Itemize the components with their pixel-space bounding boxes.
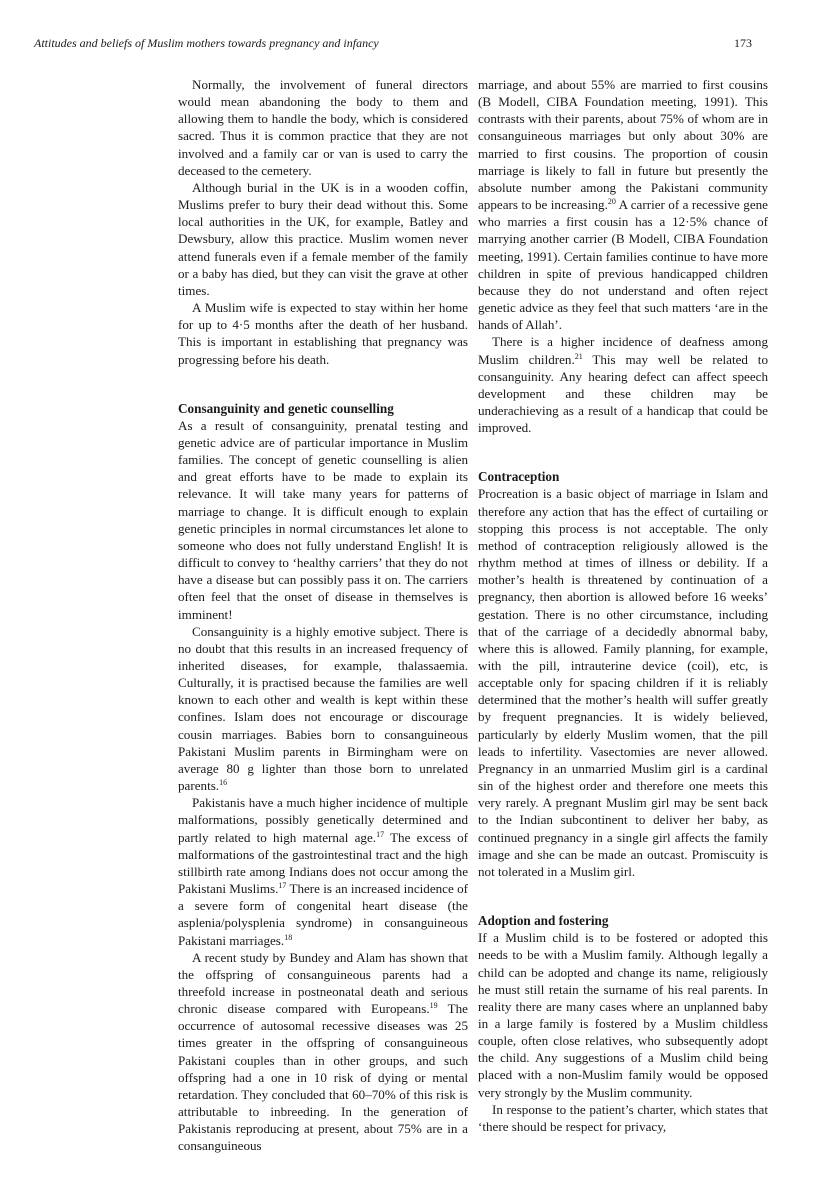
citation-ref: 18 <box>284 932 293 942</box>
section-heading-consanguinity: Consanguinity and genetic counselling <box>178 400 394 416</box>
running-header: Attitudes and beliefs of Muslim mothers towards pregnancy and infancy <box>34 36 379 50</box>
section-heading-adoption: Adoption and fostering <box>478 913 609 929</box>
right-column <box>478 76 768 1135</box>
text-run: Consanguinity is a highly emotive subject. There is no doubt that this results in an increased frequency of inherited diseases, for example, thalassaemia. Culturally, it is practised because the families are well known to each other and wealth is kept within these confines. Islam does not encourage or discourage cousin marriages. Babies born to consanguineous Pakistani Muslim parents in Birmingham were on average 80 g lighter than those born to unrelated parents. <box>178 623 468 794</box>
paragraph-burial: Although burial in the UK is in a wooden coffin, Muslims prefer to bury their dead without this. Some local authorities in the UK, for example, Batley and Dewsbury, allow this practice. Muslim women never attend funerals even if a female member of the family or a baby has died, but they can visit the grave at other times. <box>178 179 468 298</box>
paragraph-funeral-directors: Normally, the involvement of funeral directors would mean abandoning the body to them and allowing them to handle the body, which is considered sacred. Thus it is common practice that they are not involved and a family car or van is used to carry the deceased to the cemetery. <box>178 77 468 178</box>
text-run: There is a higher incidence of deafness among Muslim children. <box>478 334 768 367</box>
page-number: 173 <box>734 36 752 50</box>
citation-ref: 17 <box>376 829 385 839</box>
left-column <box>178 76 468 1155</box>
paragraph-consanguinity-emotive <box>178 623 468 795</box>
text-run: A carrier of a recessive gene who marries a first cousin has a 12·5% chance of marrying another carrier (B Modell, CIBA Foundation meeting, 1991). Certain families continue to have more children in spite of previous handicapped children because they do not understand and often reject genetic advice as they feel that such matters ‘are in the hands of Allah’. <box>478 197 768 333</box>
text-run: The occurrence of autosomal recessive diseases was 25 times greater in the offspring of consanguineous Pakistani couples than in other groups, and such offspring had a one in 10 risk of dying or mental retardation. They concluded that 60–70% of this risk is attributable to inbreeding. In the generation of Pakistanis reproducing at present, about 75% are in a consanguineous <box>178 1001 468 1154</box>
paragraph-cousin-marriage <box>478 76 768 333</box>
citation-ref: 19 <box>429 1001 438 1011</box>
text-run: The excess of malformations of the gastrointestinal tract and the high stillbirth rate among Indians does not occur among the Pakistani Muslims. <box>178 829 468 897</box>
text-run: marriage, and about 55% are married to first cousins (B Modell, CIBA Foundation meeting, 1991). This contrasts with their parents, about 75% of whom are in consanguineous marriages but only about 30% are married to first cousins. The proportion of cousin marriage is likely to fall in future but presently the absolute number among the Pakistani community appears to be increasing. <box>478 77 768 213</box>
section-heading-contraception: Contraception <box>478 469 560 485</box>
text-run: This may well be related to consanguinity. Any hearing defect can affect speech development and these children may be underachieving as a result of a handicap that could be improved. <box>478 351 768 436</box>
citation-ref: 16 <box>219 778 228 788</box>
paragraph-adoption: If a Muslim child is to be fostered or adopted this needs to be with a Muslim family. Although legally a child can be adopted and change its name, religiously he must still retain the surname of his real parents. In reality there are many cases where an unplanned baby in a large family is fostered by a Muslim childless couple, often close relatives, who subsequently adopt the child. Any suggestions of a Muslim child being placed with a non-Muslim family would be opposed very strongly by the Muslim community. <box>478 930 768 1100</box>
paragraph-bundey-alam-study <box>178 949 468 1155</box>
citation-ref: 20 <box>607 197 616 207</box>
text-run: A recent study by Bundey and Alam has shown that the offspring of consanguineous parents had a threefold increase in postneonatal death and serious chronic disease compared with Europeans. <box>178 949 468 1017</box>
paragraph-widow-mourning: A Muslim wife is expected to stay within her home for up to 4·5 months after the death of her husband. This is important in establishing that pregnancy was progressing before his death. <box>178 300 468 367</box>
text-run: Pakistanis have a much higher incidence of multiple malformations, possibly genetically determined and partly related to high maternal age. <box>178 795 468 845</box>
spacer <box>478 436 768 468</box>
spacer <box>478 880 768 912</box>
text-run: There is an increased incidence of a severe form of congenital heart disease (the asplenia/polysplenia syndrome) in consanguineous Pakistani marriages. <box>178 881 468 948</box>
citation-ref: 17 <box>278 881 287 891</box>
paragraph-malformations <box>178 794 468 948</box>
paragraph-contraception: Procreation is a basic object of marriage in Islam and therefore any action that has the effect of curtailing or stopping this process is not acceptable. The only method of contraception religiously allowed is the rhythm method at times of illness or debility. If a mother’s health is threatened by continuation of a pregnancy, then abortion is allowed before 16 weeks’ gestation. There is no other circumstance, including that of the carriage of a decidedly abnormal baby, where this is allowed. Family planning, for example, with the pill, intrauterine device (coil), etc, is acceptable only for spacing children if it is reliably determined that the mother’s health will suffer greatly by frequent pregnancies. It is widely believed, particularly by elderly Muslim women, that the pill leads to infertility. Vasectomies are never allowed. Pregnancy in an unmarried Muslim girl is a cardinal sin of the highest order and therefore one meets this very rarely. A pregnant Muslim girl may be sent back to the Indian subcontinent to deliver her baby, as continued pregnancy in a single girl affects the family image and she can be made an outcast. Promiscuity is not tolerated in a Muslim girl. <box>478 486 768 879</box>
spacer <box>178 368 468 400</box>
paragraph-deafness <box>478 333 768 436</box>
paragraph-genetic-counselling: As a result of consanguinity, prenatal testing and genetic advice are of particular importance in Muslim families. The concept of genetic counselling is alien and great efforts have to be made to explain its relevance. It will take many years for patterns of marriage to change. It is difficult enough to explain genetic principles in normal circumstances let alone to someone who does not fully understand English! It is difficult to convey to ‘healthy carriers’ that they do not have a disease but can possibly pass it on. The carriers often feel that the onset of disease in themselves is imminent! <box>178 417 468 622</box>
citation-ref: 21 <box>574 351 583 361</box>
paragraph-patients-charter: In response to the patient’s charter, which states that ‘there should be respect for privacy, <box>478 1101 768 1134</box>
